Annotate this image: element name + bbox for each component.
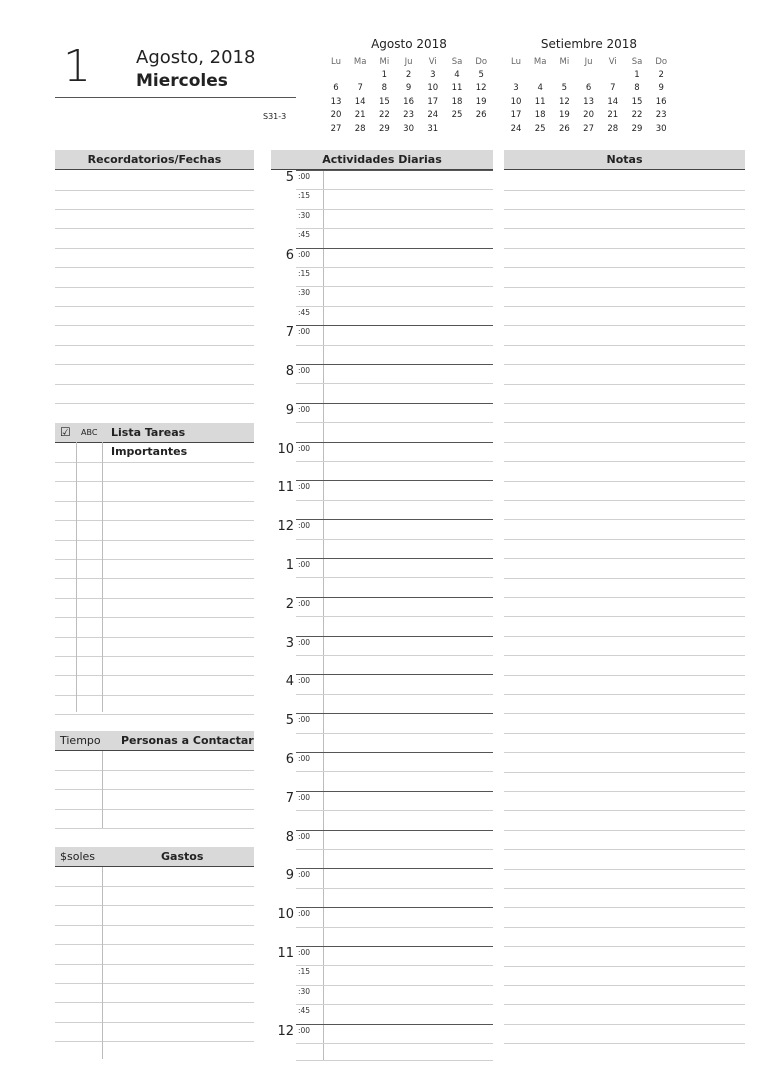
hour-line: [296, 325, 493, 326]
minute-label: :00: [298, 1025, 311, 1035]
hour-label: 7: [285, 790, 294, 806]
notes-line: [504, 616, 745, 617]
half-line: [296, 655, 493, 656]
hour-line: [296, 248, 493, 249]
calendar-day: 25: [451, 110, 463, 121]
notes-line: [504, 675, 745, 676]
notes-line: [504, 228, 745, 229]
row-line: [55, 481, 254, 482]
hour-line: [296, 480, 493, 481]
minute-label: :00: [298, 521, 311, 531]
half-line: [296, 927, 493, 928]
calendar-day: 17: [510, 110, 522, 121]
calendar-day: 22: [378, 110, 390, 121]
calendar-day: 18: [534, 110, 546, 121]
hour-line: [296, 907, 493, 908]
notes-line: [504, 325, 745, 326]
calendar-weekday: Mi: [559, 57, 570, 67]
calendar-day: 2: [405, 70, 412, 80]
expenses-currency-label: $soles: [60, 850, 96, 863]
calendar-weekday: Lu: [511, 57, 521, 67]
hour-label: 8: [285, 364, 294, 379]
notes-line: [504, 694, 745, 695]
row-line: [55, 983, 254, 984]
notes-line: [504, 481, 745, 482]
hour-label: 7: [285, 325, 294, 341]
calendar-day: 30: [655, 123, 667, 134]
calendar-day: 3: [430, 70, 436, 80]
row-line: [55, 714, 254, 715]
calendar-day: 4: [454, 70, 460, 80]
hour-line: [296, 636, 493, 637]
row-line: [55, 190, 254, 191]
notes-line: [504, 1024, 745, 1025]
quarter-line: [296, 189, 493, 190]
row-line: [55, 695, 254, 696]
notes-header: Notas: [504, 150, 745, 170]
calendar-day: 28: [607, 123, 619, 134]
row-line: [55, 598, 254, 599]
calendar-day: 19: [558, 110, 570, 121]
calendar-day: 5: [478, 70, 484, 80]
notes-line: [504, 500, 745, 501]
calendar-day: 24: [427, 110, 439, 121]
calendar-day: 1: [634, 70, 640, 80]
hour-label: 5: [285, 713, 294, 729]
calendar-day: 26: [558, 123, 570, 134]
row-line: [55, 267, 254, 268]
notes-line: [504, 345, 745, 346]
minute-label: :00: [298, 831, 311, 841]
hour-line: [296, 830, 493, 831]
minute-label: :00: [298, 715, 311, 725]
calendar-day: 16: [403, 96, 414, 107]
calendar-day: 25: [534, 123, 546, 134]
hour-line: [296, 597, 493, 598]
minute-label: :00: [298, 870, 311, 880]
weekday: Miercoles: [136, 71, 228, 91]
row-line: [55, 656, 254, 657]
notes-line: [504, 733, 745, 734]
hour-label: 11: [277, 946, 294, 961]
calendar-day: 6: [333, 83, 339, 94]
notes-line: [504, 946, 745, 947]
calendar-day: 7: [357, 83, 363, 94]
tasks-priority-label: ABC: [81, 428, 98, 437]
minute-label: :00: [298, 792, 311, 802]
minute-label: :45: [298, 1006, 311, 1016]
minute-label: :00: [298, 676, 311, 686]
row-line: [55, 637, 254, 638]
notes-line: [504, 364, 745, 365]
notes-line: [504, 772, 745, 773]
quarter-line: [296, 267, 493, 268]
calendar-day: 23: [403, 110, 414, 121]
half-line: [296, 888, 493, 889]
calendar-weekday: Ma: [353, 57, 367, 67]
row-line: [55, 248, 254, 249]
calendar-day: 4: [537, 83, 543, 94]
row-line: [55, 345, 254, 346]
calendar-day: 30: [403, 123, 414, 134]
notes-line: [504, 403, 745, 404]
notes-line: [504, 888, 745, 889]
expenses-header: [55, 847, 254, 867]
notes-line: [504, 927, 745, 928]
reminders-header: Recordatorios/Fechas: [55, 150, 254, 170]
row-line: [55, 809, 254, 810]
row-line: [55, 559, 254, 560]
minute-label: :00: [298, 948, 311, 957]
calendar-weekday: Mi: [379, 57, 390, 67]
notes-line: [504, 539, 745, 540]
calendar-day: 15: [631, 96, 643, 107]
calendar-day: 17: [427, 96, 439, 107]
hour-label: 1: [285, 558, 294, 573]
row-line: [55, 944, 254, 945]
hour-label: 5: [285, 170, 294, 185]
notes-line: [504, 713, 745, 714]
calendar-weekday: Ju: [584, 57, 593, 67]
row-line: [55, 828, 254, 829]
minute-label: :00: [298, 404, 311, 414]
calendar-day: 10: [427, 83, 439, 94]
minute-label: :45: [298, 307, 311, 317]
half-line: [296, 1043, 493, 1044]
notes-line: [504, 636, 745, 637]
hour-label: 9: [285, 868, 294, 884]
half-line: [296, 500, 493, 501]
row-line: [55, 789, 254, 790]
hour-label: 8: [285, 829, 294, 845]
notes-line: [504, 519, 745, 520]
minute-label: :00: [298, 637, 311, 647]
row-line: [55, 501, 254, 502]
calendar-day: 11: [534, 96, 546, 107]
daily-activities-header: Actividades Diarias: [271, 150, 493, 170]
calendar-day: 27: [330, 123, 342, 134]
week-code: S31-3: [263, 112, 287, 121]
calendar-day: 20: [583, 110, 594, 121]
hour-line: [296, 403, 493, 404]
calendar-day: 14: [354, 96, 366, 107]
day-number: 1: [63, 41, 91, 92]
row-line: [55, 886, 254, 887]
quarter-line: [296, 306, 493, 307]
minute-label: :00: [298, 754, 311, 763]
minute-label: :15: [298, 967, 311, 977]
hour-label: 9: [285, 402, 294, 418]
row-line: [55, 905, 254, 906]
tasks-col-divider: [76, 442, 77, 712]
minute-label: :00: [298, 560, 311, 569]
calendar-day: 8: [634, 83, 640, 94]
notes-line: [504, 578, 745, 579]
row-line: [55, 325, 254, 326]
calendar-day: 5: [561, 83, 568, 94]
minute-label: :00: [298, 443, 311, 453]
half-line: [296, 422, 493, 423]
calendar-title: Setiembre 2018: [540, 37, 638, 51]
expenses-col-divider: [102, 867, 103, 1059]
calendar-day: 9: [658, 83, 664, 94]
calendar-weekday: Ma: [533, 57, 547, 67]
minute-label: :30: [298, 210, 311, 220]
quarter-line: [296, 286, 493, 287]
row-line: [55, 209, 254, 210]
half-line: [296, 849, 493, 850]
half-line: [296, 771, 493, 772]
row-line: [55, 617, 254, 618]
quarter-line: [296, 209, 493, 210]
calendar-day: 12: [558, 96, 570, 107]
header-rule: [55, 97, 296, 98]
notes-line: [504, 248, 745, 249]
notes-line: [504, 655, 745, 656]
hour-label: 10: [277, 441, 294, 457]
calendar-day: 28: [354, 123, 366, 134]
hour-line: [296, 713, 493, 714]
half-line: [296, 539, 493, 540]
hour-line: [296, 791, 493, 792]
notes-line: [504, 1043, 745, 1044]
notes-line: [504, 442, 745, 443]
hour-line: [296, 442, 493, 443]
notes-line: [504, 869, 745, 870]
calendar-day: 23: [655, 110, 667, 121]
hour-label: 4: [285, 674, 294, 690]
row-line: [55, 675, 254, 676]
calendar-day: 13: [330, 96, 342, 107]
tasks-col-divider: [102, 442, 103, 712]
calendar-day: 16: [655, 96, 667, 107]
hour-line: [296, 558, 493, 559]
notes-line: [504, 558, 745, 559]
tasks-title: Lista Tareas Importantes: [111, 426, 188, 458]
quarter-line: [296, 985, 493, 986]
calendar-day: 29: [378, 123, 390, 134]
half-line: [296, 383, 493, 384]
quarter-line: [296, 1004, 493, 1005]
hour-label: 11: [277, 480, 294, 496]
calendar-day: 31: [427, 123, 439, 134]
calendar-day: 26: [475, 110, 487, 121]
notes-line: [504, 306, 745, 307]
minute-label: :00: [298, 366, 311, 375]
calendar-day: 22: [631, 110, 643, 121]
contacts-time-label: Tiempo: [60, 734, 101, 747]
calendar-day: 15: [378, 96, 390, 107]
notes-line: [504, 597, 745, 598]
calendar-day: 21: [607, 110, 619, 121]
row-line: [55, 540, 254, 541]
notes-line: [504, 461, 745, 462]
quarter-line: [296, 228, 493, 229]
half-line: [296, 694, 493, 695]
tasks-header: [55, 423, 254, 458]
calendar-weekday: Vi: [608, 57, 617, 67]
quarter-line: [296, 965, 493, 966]
hour-label: 3: [285, 635, 294, 651]
minute-label: :00: [298, 598, 311, 608]
row-line: [55, 403, 254, 404]
calendar-day: 2: [658, 70, 664, 80]
hour-line: [296, 364, 493, 365]
calendar-day: 10: [510, 96, 522, 107]
notes-line: [504, 287, 745, 288]
hour-line: [296, 946, 493, 947]
half-line: [296, 1060, 493, 1061]
calendar-weekday: Lu: [331, 57, 341, 67]
calendar-day: 6: [585, 83, 592, 94]
notes-line: [504, 209, 745, 210]
notes-line: [504, 752, 745, 753]
notes-line: [504, 1004, 745, 1005]
calendar-weekday: Do: [475, 57, 488, 67]
checkbox-icon: ☑: [60, 425, 71, 439]
half-line: [296, 345, 493, 346]
notes-line: [504, 907, 745, 908]
calendar-day: 7: [610, 83, 616, 94]
calendar-day: 12: [475, 83, 487, 94]
row-line: [55, 228, 254, 229]
row-line: [55, 384, 254, 385]
half-line: [296, 577, 493, 578]
row-line: [55, 964, 254, 965]
calendar-day: 20: [330, 110, 342, 121]
calendar-day: 3: [513, 83, 519, 94]
calendar-weekday: Sa: [451, 57, 463, 67]
row-line: [55, 578, 254, 579]
notes-line: [504, 267, 745, 268]
hour-line: [296, 674, 493, 675]
minute-label: :30: [298, 986, 311, 996]
hour-label: 12: [277, 1023, 294, 1039]
minute-label: :30: [298, 288, 311, 298]
month-year: Agosto, 2018: [136, 47, 256, 68]
notes-line: [504, 966, 745, 967]
calendar-day: 27: [583, 123, 594, 134]
hour-label: 6: [285, 247, 294, 263]
hour-label: 10: [277, 907, 294, 923]
hour-line: [296, 868, 493, 869]
notes-line: [504, 849, 745, 850]
calendar-day: 18: [451, 96, 463, 107]
half-line: [296, 733, 493, 734]
notes-line: [504, 791, 745, 792]
row-line: [55, 520, 254, 521]
minute-label: :15: [298, 269, 311, 278]
row-line: [55, 1022, 254, 1023]
hour-label: 2: [285, 596, 294, 612]
minute-label: :00: [298, 327, 311, 337]
contacts-title: Personas a Contactar: [121, 734, 254, 747]
calendar-title: Agosto 2018: [371, 37, 447, 51]
calendar-day: 1: [381, 70, 388, 80]
notes-line: [504, 190, 745, 191]
contacts-col-divider: [102, 751, 103, 828]
minute-label: :00: [298, 249, 311, 259]
notes-line: [504, 810, 745, 811]
row-line: [55, 287, 254, 288]
minute-label: :15: [298, 191, 311, 201]
calendar-day: 9: [405, 83, 412, 94]
calendar-day: 21: [354, 110, 366, 121]
hour-line: [296, 519, 493, 520]
calendar-day: 11: [451, 83, 463, 94]
hour-line: [296, 170, 493, 171]
calendar-weekday: Do: [655, 57, 668, 67]
minute-label: :00: [298, 172, 311, 181]
calendar-day: 24: [510, 123, 522, 134]
row-line: [55, 925, 254, 926]
expenses-title: Gastos: [161, 850, 204, 863]
calendar-weekday: Ju: [404, 57, 413, 67]
hour-line: [296, 752, 493, 753]
row-line: [55, 462, 254, 463]
row-line: [55, 1041, 254, 1042]
notes-line: [504, 384, 745, 385]
hour-line: [296, 1024, 493, 1025]
row-line: [55, 306, 254, 307]
calendar-day: 19: [475, 96, 487, 107]
notes-line: [504, 422, 745, 423]
minute-label: :00: [298, 482, 311, 492]
notes-line: [504, 830, 745, 831]
calendar-day: 29: [631, 123, 643, 134]
calendar-weekday: Vi: [428, 57, 437, 67]
row-line: [55, 364, 254, 365]
half-line: [296, 461, 493, 462]
contacts-header: [55, 731, 254, 751]
hour-label: 12: [277, 519, 294, 535]
half-line: [296, 616, 493, 617]
minute-label: :45: [298, 230, 311, 240]
row-line: [55, 770, 254, 771]
calendar-day: 8: [381, 83, 388, 94]
calendar-weekday: Sa: [631, 57, 643, 67]
row-line: [55, 1002, 254, 1003]
half-line: [296, 810, 493, 811]
calendar-day: 13: [583, 96, 594, 107]
hour-label: 6: [285, 752, 294, 767]
notes-line: [504, 985, 745, 986]
calendar-day: 14: [607, 96, 619, 107]
minute-label: :00: [298, 909, 311, 919]
